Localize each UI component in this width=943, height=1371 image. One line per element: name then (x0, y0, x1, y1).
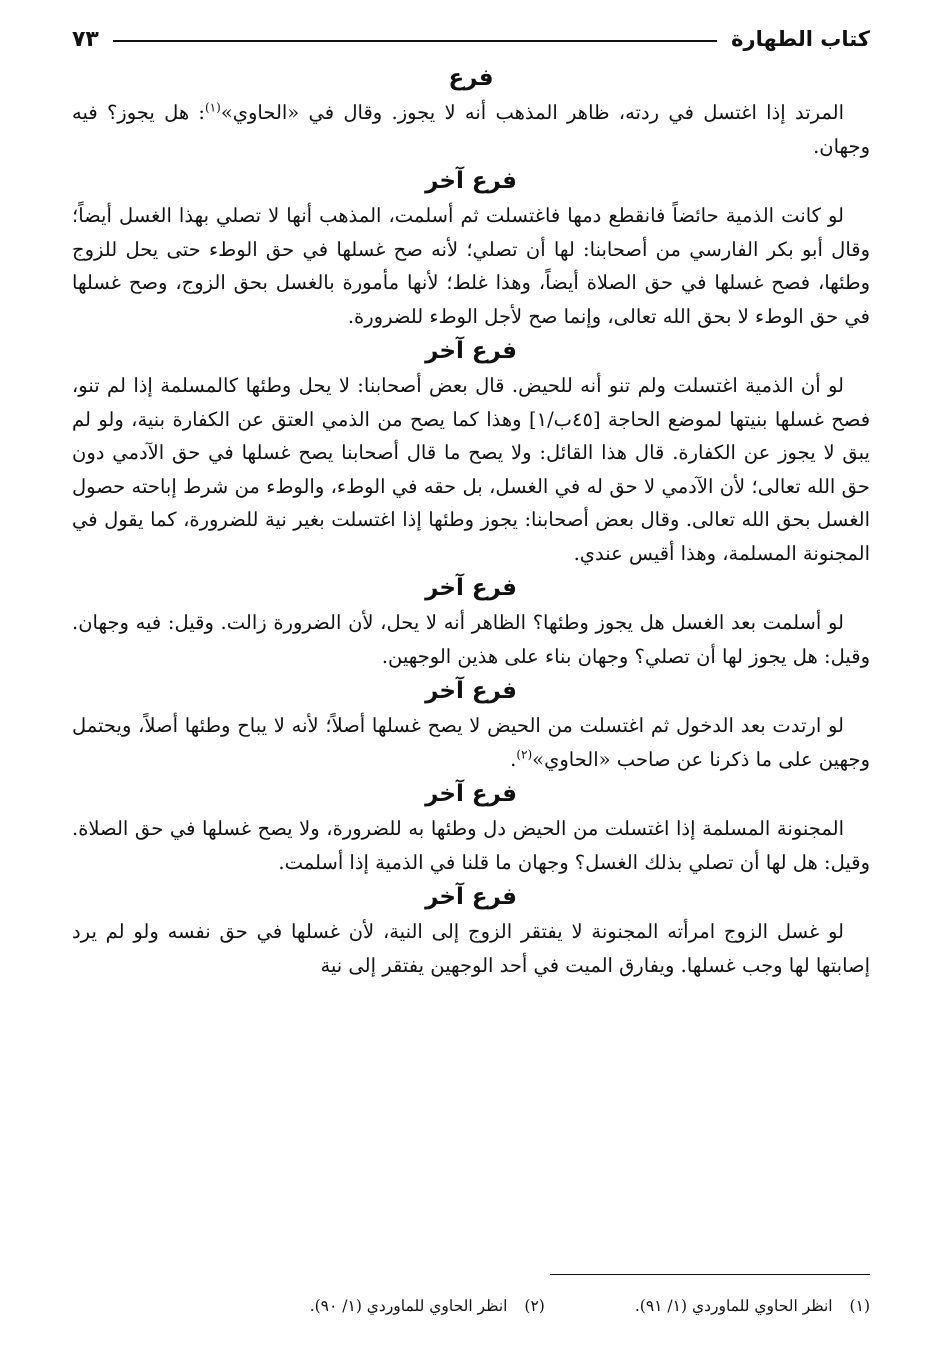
section-4 (72, 570, 870, 673)
footnote-text: انظر الحاوي للماوردي (١/ ٩١). (634, 1297, 833, 1315)
footnote-1 (635, 1294, 870, 1318)
footnote-number: (٢) (524, 1297, 545, 1315)
section-paragraph: لو أن الذمية اغتسلت ولم تنو أنه للحيض. قال بعض أصحابنا: لا يحل وطئها كالمسلمة إذا لم تنو، فصح غسلها بنيتها لموضع الحاجة [٤٥ب/١] وهذا كما يصح من الذمي العتق عن الكفارة بنية، ولو لم يبق لا يجوز عن الكفارة. قال هذا القائل: ولا يصح ما قال أصحابنا يصح غسلها في حق الآدمي دون حق الله تعالى؛ لأن الآدمي لا حق له في الغسل، بل حقه في الوطء، والوطء من شرط إباحته حصول الغسل بحق الله تعالى. وقال بعض أصحابنا: يجوز وطئها إذا اغتسلت بغير نية للضرورة، كما يقول في المجنونة المسلمة، وهذا أقيس عندي. (72, 374, 871, 565)
section-heading: فرع آخر (425, 678, 517, 704)
section-heading: فرع (448, 65, 494, 91)
footnote-2 (310, 1294, 545, 1318)
paragraph-text: المرتد إذا اغتسل في ردته، ظاهر المذهب أنه لا يجوز. وقال في «الحاوي» (220, 101, 845, 124)
page-number: ٧٣ (72, 26, 99, 52)
section-1 (72, 60, 870, 163)
section-heading: فرع آخر (425, 575, 517, 601)
section-2 (72, 163, 870, 333)
section-7 (72, 879, 870, 982)
footnote-number: (١) (849, 1297, 870, 1315)
section-paragraph: لو غسل الزوج امرأته المجنونة لا يفتقر الزوج إلى النية، لأن غسلها في حق نفسه ولو لم يرد إصابتها لها وجب غسلها. ويفارق الميت في أحد الوجهين يفتقر إلى نية (72, 920, 870, 977)
section-paragraph: لو أسلمت بعد الغسل هل يجوز وطئها؟ الظاهر أنه لا يحل، لأن الضرورة زالت. وقيل: فيه وجهان. وقيل: هل يجوز لها أن تصلي؟ وجهان بناء على هذين الوجهين. (72, 611, 870, 668)
footnote-ref: (٢) (516, 747, 533, 761)
section-6 (72, 776, 870, 879)
section-5 (72, 673, 870, 776)
section-heading: فرع آخر (425, 168, 517, 194)
section-heading: فرع آخر (425, 884, 517, 910)
footnote-rule (550, 1274, 870, 1275)
paragraph-text-after: : هل يجوز؟ فيه وجهان. (72, 101, 870, 158)
paragraph-text-after: . (510, 747, 517, 771)
running-head (72, 18, 870, 60)
footnote-ref: (١) (204, 100, 221, 115)
footnote-text: انظر الحاوي للماوردي (١/ ٩٠). (309, 1297, 508, 1315)
book-page (72, 18, 870, 1348)
book-title: كتاب الطهارة (731, 27, 870, 51)
section-paragraph: المجنونة المسلمة إذا اغتسلت من الحيض دل وطئها به للضرورة، ولا يصح غسلها في حق الصلاة. وقيل: هل لها أن تصلي بذلك الغسل؟ وجهان ما قلنا في الذمية إذا أسلمت. (72, 817, 870, 874)
section-3 (72, 333, 870, 570)
header-rule (113, 40, 717, 42)
section-heading: فرع آخر (425, 781, 517, 807)
section-paragraph (72, 96, 870, 163)
section-paragraph: لو كانت الذمية حائضاً فانقطع دمها فاغتسلت ثم أسلمت، المذهب أنها لا تصلي بهذا الغسل أيضاً؛ وقال أبو بكر الفارسي من أصحابنا: لها أن تصلي؛ لأنه صح غسلها في حق الوطء حتى يحل للزوج وطئها، فصح غسلها في حق الصلاة أيضاً، وهذا غلط؛ لأنها مأمورة بالغسل بحق الزوج، وصح غسلها في حق الوطء لا بحق الله تعالى، وإنما صح لأجل الوطء للضرورة. (72, 204, 870, 328)
section-paragraph (72, 709, 870, 776)
footnotes (72, 1294, 870, 1318)
paragraph-text: لو ارتدت بعد الدخول ثم اغتسلت من الحيض لا يصح غسلها أصلاً؛ لأنه لا يباح وطئها أصلاً، ويحتمل وجهين على ما ذكرنا عن صاحب «الحاوي» (72, 714, 870, 771)
section-heading: فرع آخر (425, 338, 517, 364)
